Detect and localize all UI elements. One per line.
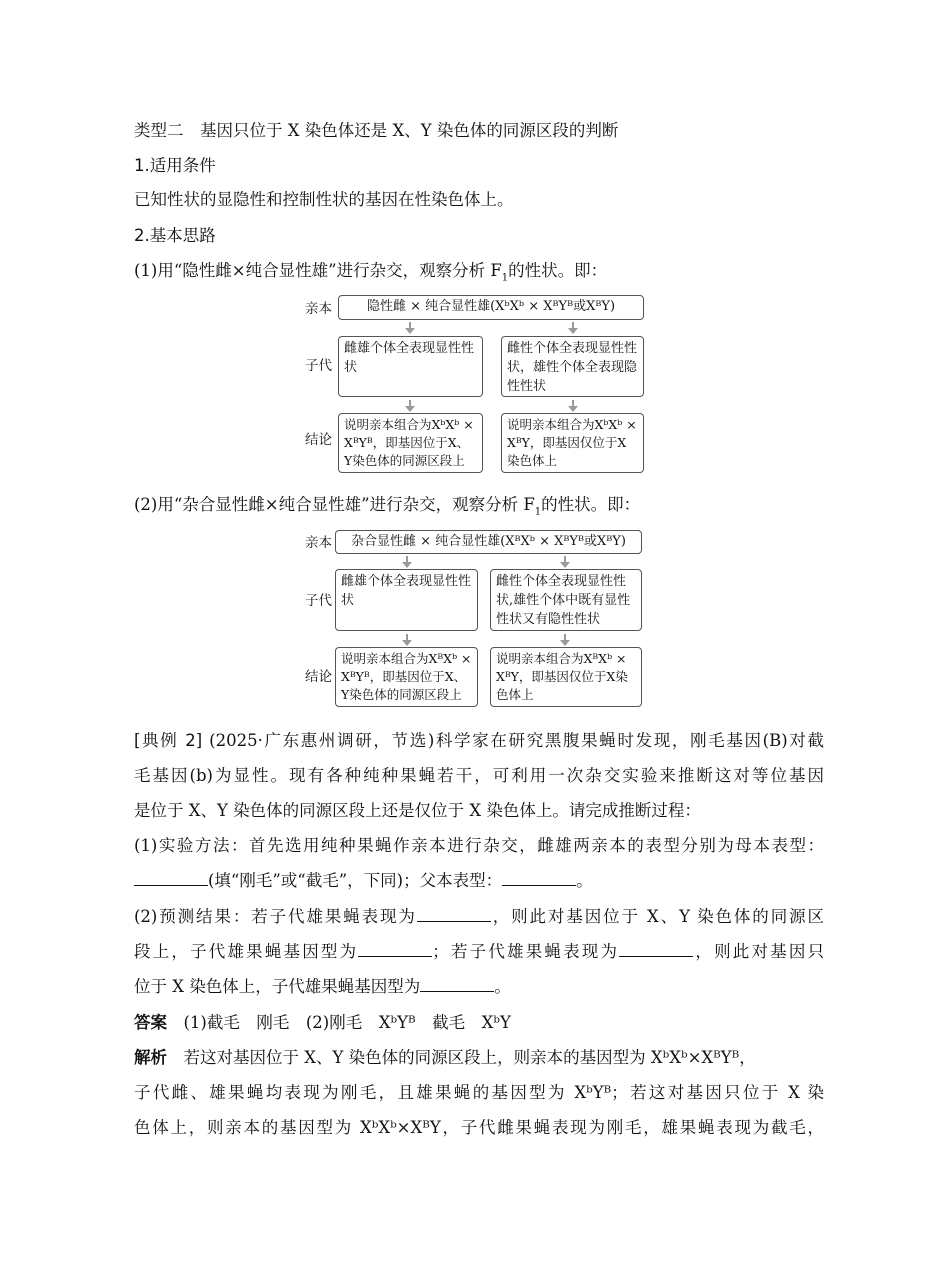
subheading-conditions: 1.适用条件: [134, 156, 216, 175]
row-label-conclusion: 结论: [305, 432, 332, 448]
conclusion-box-right: 说明亲本组合为XᴮXᵇ × XᴮY，即基因仅位于X染色体上: [490, 647, 642, 707]
answer-blank[interactable]: [420, 977, 494, 992]
example-line-8: 位于 X 染色体上，子代雄果蝇基因型为 。: [134, 977, 511, 996]
flowchart-1: [300, 292, 650, 477]
answer-text: (1)截毛 刚毛 (2)刚毛 XᵇYᴮ 截毛 XᵇY: [183, 1013, 511, 1032]
row-label-parent: 亲本: [305, 535, 332, 551]
example-line-6: (2)预测结果：若子代雄果蝇表现为 ，则此对基因位于 X、Y 染色体的同源区: [134, 907, 824, 926]
answer-label: 答案: [134, 1013, 167, 1032]
answer-line: [134, 1012, 511, 1034]
subheading-approach: 2.基本思路: [134, 226, 216, 245]
answer-blank[interactable]: [417, 907, 491, 922]
example-line-2: 毛基因(b)为显性。现有各种纯种果蝇若干，可利用一次杂交实验来推断这对等位基因: [134, 766, 824, 785]
example-line-7: 段上，子代雄果蝇基因型为 ；若子代雄果蝇表现为 ，则此对基因只: [134, 942, 825, 961]
answer-blank[interactable]: [502, 871, 576, 886]
row-label-offspring: 子代: [305, 593, 332, 609]
offspring-box-left: 雌雄个体全表现显性性状: [338, 336, 483, 397]
row-label-parent: 亲本: [305, 301, 332, 317]
answer-blank[interactable]: [358, 942, 432, 957]
example-line-5: (填“刚毛”或“截毛”，下同)；父本表型： 。: [134, 870, 593, 892]
offspring-box-left: 雌雄个体全表现显性性状: [335, 569, 478, 631]
analysis-line-1: 解析 若这对基因位于 X、Y 染色体的同源区段上，则亲本的基因型为 XᵇXᵇ×XᴮYᴮ，: [134, 1048, 756, 1067]
flowchart-2: [300, 527, 650, 712]
example-line-3: 是位于 X、Y 染色体的同源区段上还是仅位于 X 染色体上。请完成推断过程：: [134, 801, 701, 820]
analysis-line-3: 色体上，则亲本的基因型为 XᵇXᵇ×XᴮY，子代雌果蝇表现为刚毛，雄果蝇表现为截毛，: [134, 1118, 824, 1137]
offspring-box-right: 雌性个体全表现显性性状,雄性个体中既有显性性状又有隐性性状: [490, 569, 642, 631]
conclusion-box-left: 说明亲本组合为XᴮXᵇ × XᴮYᴮ，即基因位于X、Y染色体的同源区段上: [335, 647, 478, 707]
answer-blank[interactable]: [134, 871, 208, 886]
example-line-4: (1)实验方法：首先选用纯种果蝇作亲本进行杂交，雌雄两亲本的表型分别为母本表型：: [134, 836, 824, 855]
conditions-text: 已知性状的显隐性和控制性状的基因在性染色体上。: [134, 190, 514, 209]
parent-cross-box: 杂合显性雌 × 纯合显性雄(XᴮXᵇ × XᴮYᴮ或XᴮY): [335, 530, 642, 554]
row-label-offspring: 子代: [305, 358, 332, 374]
conclusion-box-left: 说明亲本组合为XᵇXᵇ × XᴮYᴮ，即基因位于X、Y染色体的同源区段上: [338, 413, 483, 473]
conclusion-box-right: 说明亲本组合为XᵇXᵇ × XᴮY，即基因仅位于X染色体上: [501, 413, 644, 473]
row-label-conclusion: 结论: [305, 669, 332, 685]
answer-blank[interactable]: [619, 942, 693, 957]
step2-text: (2)用“杂合显性雌×纯合显性雄”进行杂交，观察分析 $F_1$的性状。即：: [134, 495, 641, 518]
section-heading: 类型二 基因只位于 X 染色体还是 X、Y 染色体的同源区段的判断: [134, 121, 619, 140]
analysis-label: 解析: [134, 1048, 167, 1067]
parent-cross-box: 隐性雌 × 纯合显性雄(XᵇXᵇ × XᴮYᴮ或XᴮY): [338, 295, 644, 320]
example-line-1: [典例 2] (2025·广东惠州调研，节选)科学家在研究黑腹果蝇时发现，刚毛基因(B)对截: [134, 731, 824, 750]
step1-text: (1)用“隐性雌×纯合显性雄”进行杂交，观察分析 $F_1$的性状。即：: [134, 261, 608, 284]
example-tag: [典例 2]: [134, 731, 203, 750]
offspring-box-right: 雌性个体全表现显性性状，雄性个体全表现隐性性状: [501, 336, 644, 397]
analysis-line-2: 子代雌、雄果蝇均表现为刚毛，且雄果蝇的基因型为 XᵇYᴮ；若这对基因只位于 X 染: [134, 1083, 824, 1102]
